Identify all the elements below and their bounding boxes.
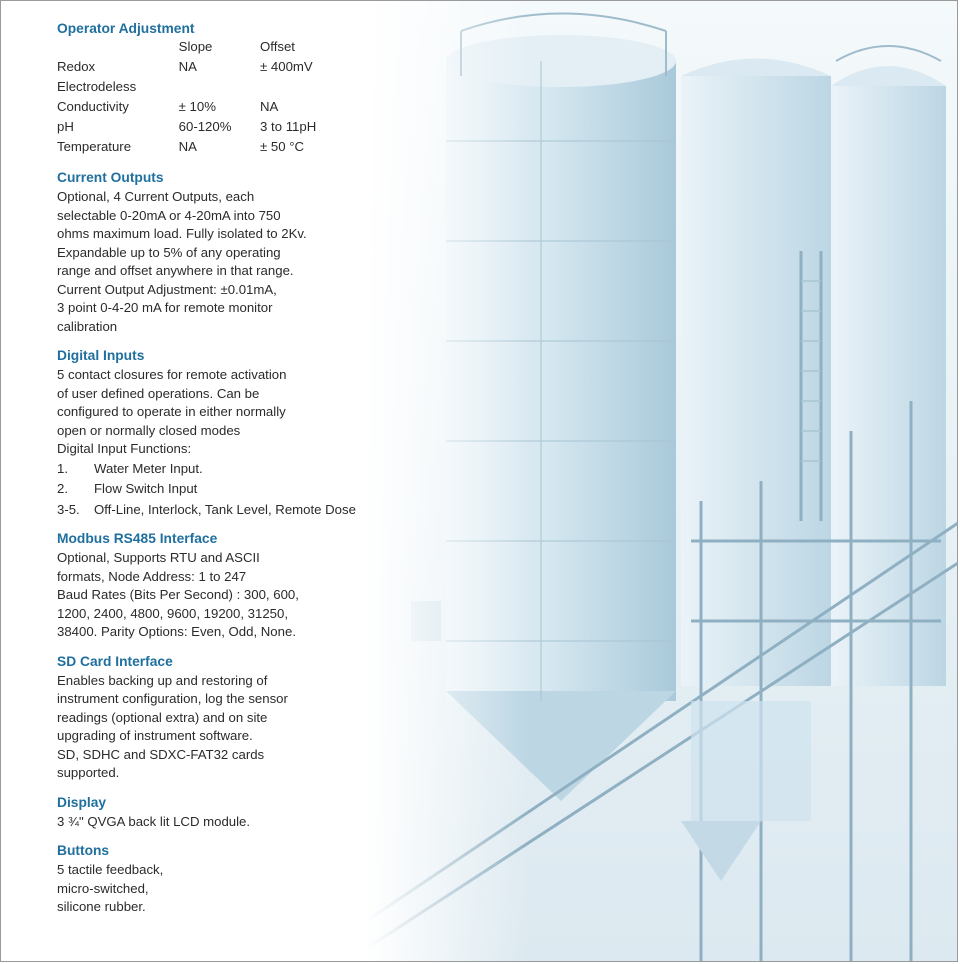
text-line: open or normally closed modes	[57, 422, 241, 438]
list-item	[57, 480, 357, 499]
text-line: Enables backing up and restoring of	[57, 672, 268, 688]
table-cell: pH	[57, 119, 74, 134]
operator-adjustment-section	[57, 19, 357, 158]
buttons-section	[57, 841, 357, 917]
text-line: supported.	[57, 765, 120, 780]
table-cell: NA	[178, 139, 197, 154]
text-line: of user defined operations. Can be	[57, 385, 260, 401]
section-heading: SD Card Interface	[57, 653, 173, 669]
list-item	[57, 460, 357, 479]
text-line: 3 ¾" QVGA back lit LCD module.	[57, 813, 251, 829]
list-item-text: Flow Switch Input	[94, 481, 198, 496]
digital-inputs-section	[57, 346, 357, 519]
text-line: SD, SDHC and SDXC-FAT32 cards	[57, 746, 265, 762]
list-item-number: 3-5.	[57, 501, 80, 517]
text-line: Digital Input Functions:	[57, 441, 192, 456]
table-row	[57, 118, 357, 138]
text-line: configured to operate in either normally	[57, 404, 286, 419]
text-line: readings (optional extra) and on site	[57, 709, 268, 725]
table-cell: NA	[260, 99, 279, 114]
text-line: 3 point 0-4-20 mA for remote monitor	[57, 300, 273, 315]
table-row	[57, 58, 357, 78]
section-heading: Buttons	[57, 843, 110, 858]
text-line: range and offset anywhere in that range.	[57, 263, 294, 278]
table-cell: Conductivity	[57, 99, 129, 114]
text-line: formats, Node Address: 1 to 247	[57, 568, 247, 584]
list-item-text: Off-Line, Interlock, Tank Level, Remote Dose	[94, 501, 356, 517]
section-heading: Modbus RS485 Interface	[57, 531, 218, 546]
text-line: 38400. Parity Options: Even, Odd, None.	[57, 624, 296, 639]
list-item-number: 1.	[57, 460, 68, 476]
section-heading: Digital Inputs	[57, 348, 145, 363]
table-row	[57, 98, 357, 118]
text-line: upgrading of instrument software.	[57, 728, 253, 743]
text-line: Optional, 4 Current Outputs, each	[57, 189, 255, 204]
text-line: Baud Rates (Bits Per Second) : 300, 600,	[57, 587, 299, 602]
table-cell	[179, 78, 260, 98]
display-section	[57, 793, 357, 832]
table-header-cell: Offset	[260, 39, 295, 54]
text-line: calibration	[57, 318, 118, 334]
current-outputs-section	[57, 168, 357, 336]
operator-adjustment-table	[57, 38, 357, 158]
text-line: Optional, Supports RTU and ASCII	[57, 550, 260, 565]
list-item-number: 2.	[57, 481, 68, 496]
section-heading: Current Outputs	[57, 170, 164, 185]
text-line: micro-switched,	[57, 880, 149, 896]
text-line: silicone rubber.	[57, 899, 146, 914]
table-cell: Temperature	[57, 139, 132, 154]
table-cell: NA	[178, 59, 197, 74]
table-cell: 3 to 11pH	[260, 119, 317, 134]
table-header-row	[57, 38, 357, 58]
table-cell: 60-120%	[178, 119, 232, 134]
text-line: ohms maximum load. Fully isolated to 2Kv.	[57, 226, 307, 241]
table-cell: Redox	[57, 59, 96, 74]
text-line: Expandable up to 5% of any operating	[57, 244, 281, 260]
text-line: Current Output Adjustment: ±0.01mA,	[57, 281, 277, 297]
table-header-cell	[57, 38, 179, 58]
table-cell: ± 400mV	[260, 59, 313, 74]
section-heading: Display	[57, 794, 107, 810]
list-item-text: Water Meter Input.	[94, 460, 203, 476]
section-heading: Operator Adjustment	[57, 21, 195, 36]
text-line: 5 tactile feedback,	[57, 862, 164, 877]
spec-text-column	[57, 19, 357, 927]
sd-card-section	[57, 652, 357, 783]
table-row	[57, 78, 357, 98]
table-cell: ± 10%	[178, 99, 216, 114]
table-header-cell: Slope	[178, 39, 213, 54]
table-row	[57, 138, 357, 158]
modbus-section	[57, 529, 357, 642]
text-line: selectable 0-20mA or 4-20mA into 750	[57, 207, 281, 223]
table-cell: Electrodeless	[57, 79, 137, 94]
text-line: instrument configuration, log the sensor	[57, 691, 288, 706]
list-item	[57, 501, 357, 520]
text-line: 5 contact closures for remote activation	[57, 367, 287, 382]
table-cell	[260, 78, 357, 98]
table-cell: ± 50 °C	[260, 139, 305, 154]
text-line: 1200, 2400, 4800, 9600, 19200, 31250,	[57, 605, 288, 621]
